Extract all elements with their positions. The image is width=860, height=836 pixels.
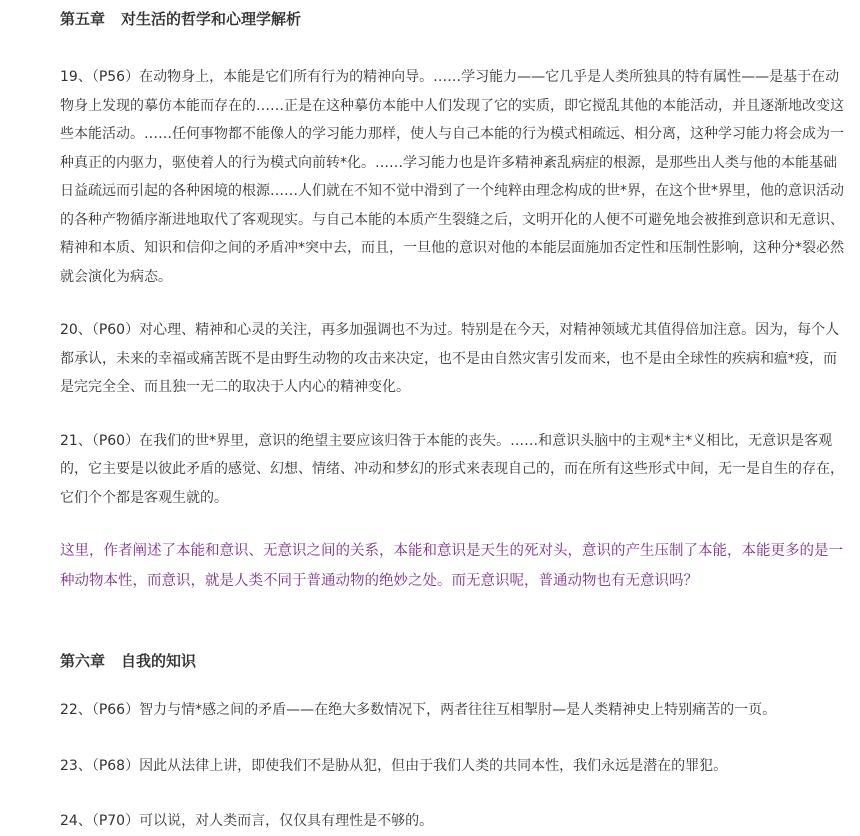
chapter-5-title: 对生活的哲学和心理学解析: [121, 10, 302, 28]
quote-paragraph-22: 22、（P66）智力与情*感之间的矛盾——在绝大多数情况下，两者往往互相掣肘—是人类精神史上特别痛苦的一页。: [60, 702, 777, 718]
quote-paragraph-24: 24、（P70）可以说，对人类而言，仅仅具有理性是不够的。: [60, 813, 434, 829]
chapter-6-heading: [60, 650, 850, 671]
quote-paragraph-21: 21、（P60）在我们的世*界里，意识的绝望主要应该归咎于本能的丧失。……和意识头脑中的主观*主*义相比，无意识是客观的，它主要是以彼此矛盾的感觉、幻想、情绪、冲动和梦幻的形式来表现自己的，而在所有这些形式中间，无一是自生的存在，它们个个都是客观生就的。: [60, 432, 844, 506]
chapter-6-number: 第六章: [60, 652, 106, 670]
chapter-6-title: 自我的知识: [121, 652, 197, 670]
chapter-5-number: 第五章: [60, 10, 106, 28]
quote-paragraph-19: 19、（P56）在动物身上，本能是它们所有行为的精神向导。……学习能力——它几乎是人类所独具的特有属性——是基于在动物身上发现的摹仿本能而存在的……正是在这种摹仿本能中人们发现了它的实质，即它搅乱其他的本能活动，并且逐渐地改变这些本能活动。……任何事物都不能像人的学习能力那样，使人与自己本能的行为模式相疏远、相分离，这种学习能力将会成为一种真正的内驱力，驱使着人的行为模式向前转*化。……学习能力也是许多精神紊乱病症的根源，是那些出人类与他的本能基础日益疏远而引起的各种困境的根源……人们就在不知不觉中滑到了一个纯粹由理念构成的世*界，在这个世*界里，他的意识活动的各种产物循序渐进地取代了客观现实。与自己本能的本质产生裂缝之后，文明开化的人便不可避免地会被推到意识和无意识、精神和本质、知识和信仰之间的矛盾冲*突中去，而且，一旦他的意识对他的本能层面施加否定性和压制性影响，这种分*裂必然就会演化为病态。: [60, 69, 844, 285]
quote-paragraph-23: 23、（P68）因此从法律上讲，即使我们不是胁从犯，但由于我们人类的共同本性，我们永远是潜在的罪犯。: [60, 757, 728, 774]
quote-paragraph-20: 20、（P60）对心理、精神和心灵的关注，再多加强调也不为过。特别是在今天，对精神领域尤其值得倍加注意。因为，每个人都承认，未来的幸福或痛苦既不是由野生动物的攻击来决定，也不是由自然灾害引发而来，也不是由全球性的疾病和瘟*疫，而是完完全全、而且独一无二的取决于人内心的精神变化。: [60, 322, 840, 395]
author-commentary: 这里，作者阐述了本能和意识、无意识之间的关系，本能和意识是天生的死对头，意识的产生压制了本能，本能更多的是一种动物本性，而意识，就是人类不同于普通动物的绝妙之处。而无意识呢，普通动物也有无意识吗？: [60, 543, 843, 589]
chapter-5-heading: [60, 0, 850, 38]
